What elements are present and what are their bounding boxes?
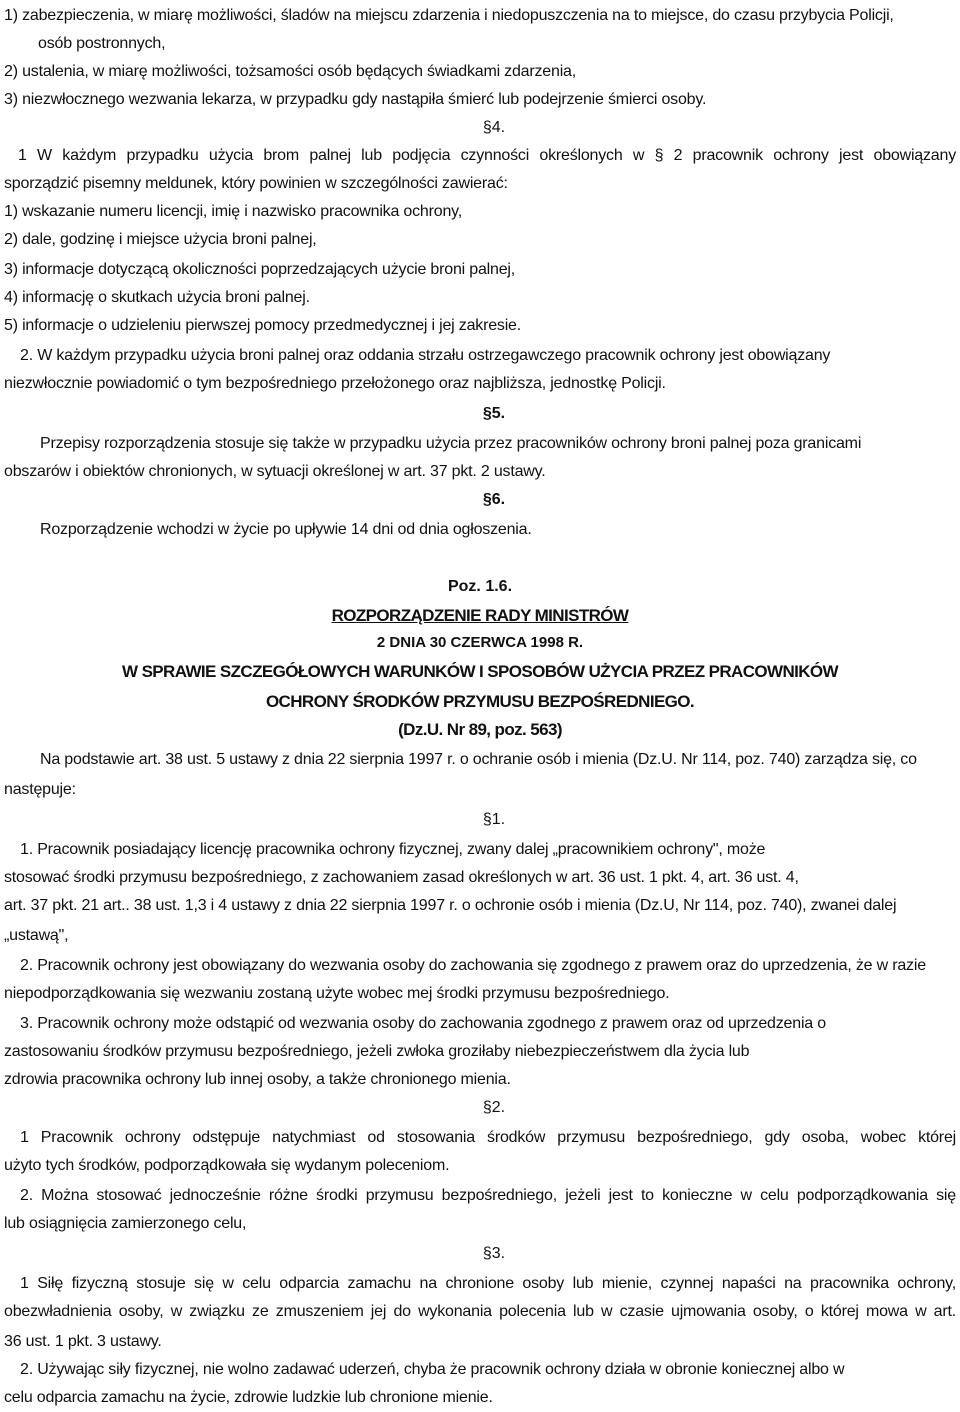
regulation-title: ROZPORZĄDZENIE RADY MINISTRÓW [331,606,629,625]
regulation-subject: W SPRAWIE SZCZEGÓŁOWYCH WARUNKÓW I SPOSOBÓW UŻYCIA PRZEZ PRACOWNIKÓW [122,662,838,681]
paragraph-line: 2. W każdym przypadku użycia broni palnej oraz oddania strzału ostrzegawczego pracownik ochrony jest obowiązany [20,347,831,364]
paragraph-line: zdrowia pracownika ochrony lub innej osoby, a także chronionego mienia. [4,1071,511,1088]
list-item: 1) zabezpieczenia, w miarę możliwości, śladów na miejscu zdarzenia i niedopuszczenia na to miejsce, do czasu przybycia Policji, [4,7,894,24]
list-item: 3) niezwłocznego wezwania lekarza, w przypadku gdy nastąpiła śmierć lub podejrzenie śmierci osoby. [4,91,707,108]
paragraph-line: Na podstawie art. 38 ust. 5 ustawy z dnia 22 sierpnia 1997 r. o ochranie osób i mienia (Dz.U. Nr 114, poz. 740) zarządza się, co [40,751,917,768]
paragraph-line: 2. Używając siły fizycznej, nie wolno zadawać uderzeń, chyba że pracownik ochrony działa w obronie koniecznej albo w [20,1361,845,1378]
paragraph-line: Rozporządzenie wchodzi w życie po upływie 14 dni od dnia ogłoszenia. [40,521,532,538]
paragraph-line: 3. Pracownik ochrony może odstąpić od wezwania osoby do zachowania zgodnego z prawem oraz od uprzedzenia o [20,1015,826,1032]
list-item: 1) wskazanie numeru licencji, imię i nazwisko pracownika ochrony, [4,203,463,220]
paragraph-line: zastosowaniu środków przymusu bezpośredniego, jeżeli zwłoka groziłaby niebezpieczeństwem dla życia lub [4,1043,750,1060]
paragraph-line: 1 Siłę fizyczną stosuje się w celu odparcia zamachu na chronione osoby lub mienie, czynnej napaści na pracownika ochrony, [20,1275,956,1292]
paragraph-line: celu odparcia zamachu na życie, zdrowie ludzkie lub chronione mienie. [4,1389,493,1406]
paragraph-line: następuje: [4,781,76,798]
paragraph-line: obezwładnienia osoby, w związku ze zmuszeniem jej do wykonania polecenia lub w czasie ujmowania osoby, o której mowa w art. [4,1303,956,1320]
regulation-subject: OCHRONY ŚRODKÓW PRZYMUSU BEZPOŚREDNIEGO. [265,692,695,711]
paragraph-line: art. 37 pkt. 21 art.. 38 ust. 1,3 i 4 ustawy z dnia 22 sierpnia 1997 r. o ochronie osób i mienia (Dz.U, Nr 114, poz. 740), zwanei dalej [4,897,897,914]
paragraph-line: obszarów i obiektów chronionych, w sytuacji określonej w art. 37 pkt. 2 ustawy. [4,463,546,480]
section-heading: §2. [482,1099,506,1116]
paragraph-line: użyto tych środków, podporządkowała się wydanym poleceniom. [4,1157,450,1174]
paragraph-line: 1. Pracownik posiadający licencję pracownika ochrony fizycznej, zwany dalej „pracownikiem ochrony", może [20,841,766,858]
paragraph-line: stosować środki przymusu bezpośredniego, z zachowaniem zasad określonych w art. 36 ust. 1 pkt. 4, art. 36 ust. 4, [4,869,799,886]
list-item: 2) dale, godzinę i miejsce użycia broni palnej, [4,231,317,248]
regulation-date: 2 DNIA 30 CZERWCA 1998 R. [376,634,584,651]
paragraph-line: niepodporządkowania się wezwaniu zostaną użyte wobec mej środki przymusu bezpośredniego. [4,985,670,1002]
section-heading: §5. [482,405,506,422]
paragraph-line: 1 W każdym przypadku użycia brom palnej lub podjęcia czynności określonych w § 2 pracownik ochrony jest obowiązany [18,147,956,164]
regulation-source: (Dz.U. Nr 89, poz. 563) [398,720,562,739]
list-item: 2) ustalenia, w miarę możliwości, tożsamości osób będących świadkami zdarzenia, [4,63,576,80]
list-item: 5) informacje o udzieleniu pierwszej pomocy przedmedycznej i jej zakresie. [4,317,521,334]
section-heading: §1. [482,811,506,828]
paragraph-line: „ustawą", [4,927,69,944]
paragraph-line: 2. Można stosować jednocześnie różne środki przymusu bezpośredniego, jeżeli jest to konieczne w celu podporządkowania się [20,1187,956,1204]
section-heading: §4. [482,119,506,136]
paragraph-line: 1 Pracownik ochrony odstępuje natychmiast od stosowania środków przymusu bezpośredniego, gdy osoba, wobec której [20,1129,956,1146]
section-heading: §6. [482,491,506,508]
paragraph-line: sporządzić pisemny meldunek, który powinien w szczególności zawierać: [4,175,508,192]
paragraph-line: Przepisy rozporządzenia stosuje się także w przypadku użycia przez pracowników ochrony broni palnej poza granicami [40,435,862,452]
paragraph-line: lub osiągnięcia zamierzonego celu, [4,1215,247,1232]
paragraph-line: 2. Pracownik ochrony jest obowiązany do wezwania osoby do zachowania się zgodnego z prawem oraz do uprzedzenia, że w razie [20,957,926,974]
paragraph-line: niezwłocznie powiadomić o tym bezpośredniego przełożonego oraz najbliższa, jednostkę Policji. [4,375,666,392]
position-number: Poz. 1.6. [447,578,513,595]
paragraph-line: 36 ust. 1 pkt. 3 ustawy. [4,1333,162,1350]
section-heading: §3. [482,1245,506,1262]
list-item: 4) informację o skutkach użycia broni palnej. [4,289,310,306]
list-item: 3) informacje dotyczącą okoliczności poprzedzających użycie broni palnej, [4,261,515,278]
list-item-continuation: osób postronnych, [38,35,166,52]
